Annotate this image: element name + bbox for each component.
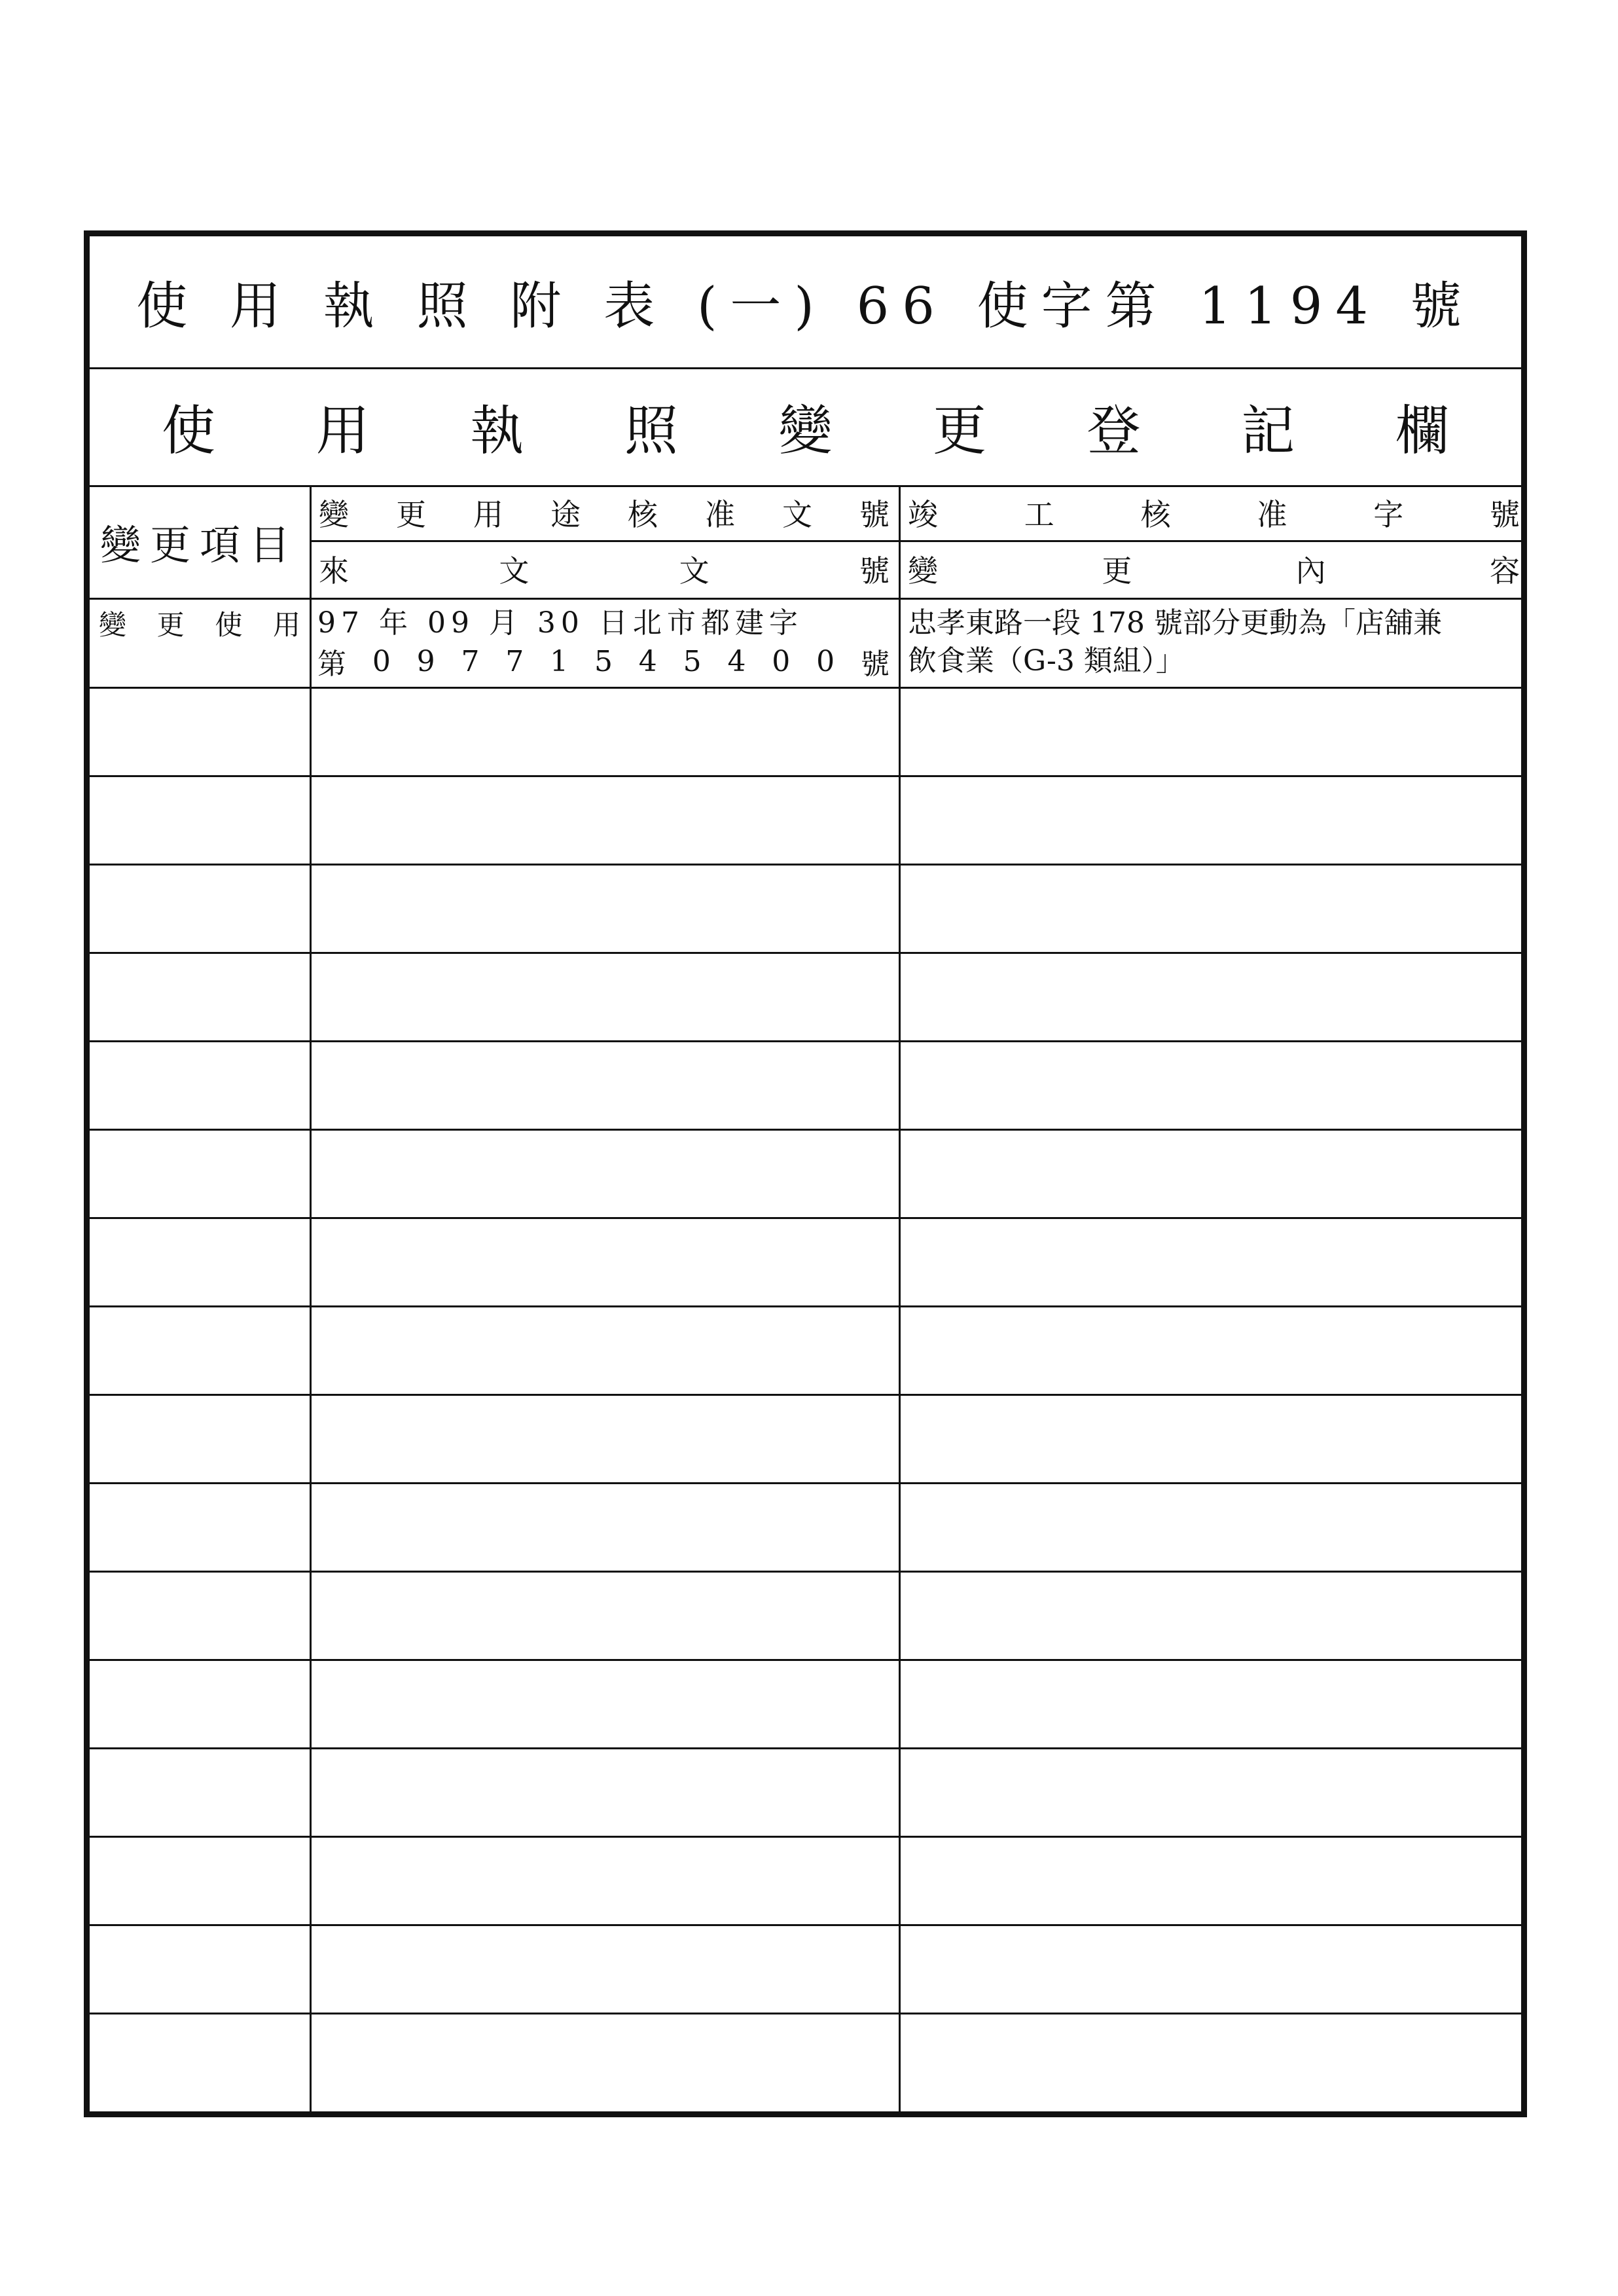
doc-digit: 7 [505,644,524,678]
row-divider [90,1394,1521,1396]
subtitle-char: 使 [162,399,216,462]
header-char: 用 [473,497,503,532]
row-change-content-line2: 飲食業（G-3 類組）」 [908,644,1185,678]
doc-digit: 5 [683,644,702,678]
subtitle-char: 記 [1241,399,1295,462]
header-char: 更 [396,497,426,532]
row-divider [90,1040,1521,1042]
header-char: 號 [859,553,890,589]
doc-prefix: 第 [317,647,346,681]
header-char: 核 [1140,497,1171,532]
header-char: 字 [1373,497,1404,532]
item-char: 使 [215,609,243,641]
incoming-doc-header [319,540,890,598]
header-char: 號 [859,497,890,532]
row-divider [90,952,1521,954]
doc-digit: 1 [550,644,569,678]
header-char: 工 [1024,497,1054,532]
header-char: 核 [628,497,658,532]
subtitle-char: 登 [1087,399,1141,462]
row-divider [90,1129,1521,1131]
subtitle-char: 欄 [1395,399,1449,462]
row-divider [90,1659,1521,1661]
row-divider [90,2013,1521,2014]
header-char: 竣 [908,497,938,532]
row-approval-doc-line1: 97 年 09 月 30 日北市都建字 [317,606,803,640]
doc-digit: 4 [727,644,746,678]
change-content-header [908,540,1520,598]
item-char: 更 [156,609,185,641]
doc-digit: 0 [816,644,835,678]
header-char: 文 [499,553,530,589]
form-subtitle [162,367,1449,485]
row-change-item [99,604,300,642]
doc-digit: 5 [594,644,613,678]
header-char: 來 [319,553,349,589]
registration-form-frame [84,230,1527,2117]
column-divider-2 [899,485,901,2111]
doc-digit: 7 [461,644,480,678]
header-char: 變 [319,497,349,532]
header-bottom-line [90,598,1521,600]
header-char: 號 [1489,497,1520,532]
item-char: 變 [99,609,127,641]
subtitle-char: 更 [933,399,987,462]
header-char: 准 [705,497,735,532]
header-char: 變 [908,553,938,589]
header-char: 容 [1489,553,1520,589]
item-char: 用 [272,609,300,641]
row-divider [90,1924,1521,1926]
subtitle-char: 用 [315,399,370,462]
row-divider [90,1482,1521,1484]
row-divider [90,687,1521,689]
header-char: 文 [782,497,812,532]
form-title: 使 用 執 照 附 表 (一) 66 使字第 1194 號 [136,277,1475,336]
header-char: 文 [679,553,710,589]
row-change-content-line1: 忠孝東路一段 178 號部分更動為「店舖兼 [908,606,1442,640]
approval-doc-header [319,485,890,540]
completion-approval-header [908,485,1520,540]
subtitle-char: 照 [624,399,678,462]
row-divider [90,1571,1521,1573]
header-char: 准 [1257,497,1287,532]
item-column-header: 變更項目 [99,520,299,569]
column-divider-1 [310,485,312,2111]
doc-digit: 0 [372,644,391,678]
row-approval-doc-line2 [317,642,890,680]
header-char: 更 [1102,553,1132,589]
row-divider [90,1747,1521,1749]
doc-suffix: 號 [860,647,890,681]
row-divider [90,1305,1521,1307]
row-divider [90,1217,1521,1219]
doc-digit: 9 [416,644,435,678]
row-divider [90,864,1521,866]
header-char: 途 [550,497,581,532]
subtitle-char: 執 [470,399,524,462]
header-char: 內 [1295,553,1326,589]
doc-digit: 4 [638,644,657,678]
row-divider [90,775,1521,777]
subtitle-char: 變 [778,399,833,462]
row-divider [90,1836,1521,1838]
doc-digit: 0 [772,644,791,678]
